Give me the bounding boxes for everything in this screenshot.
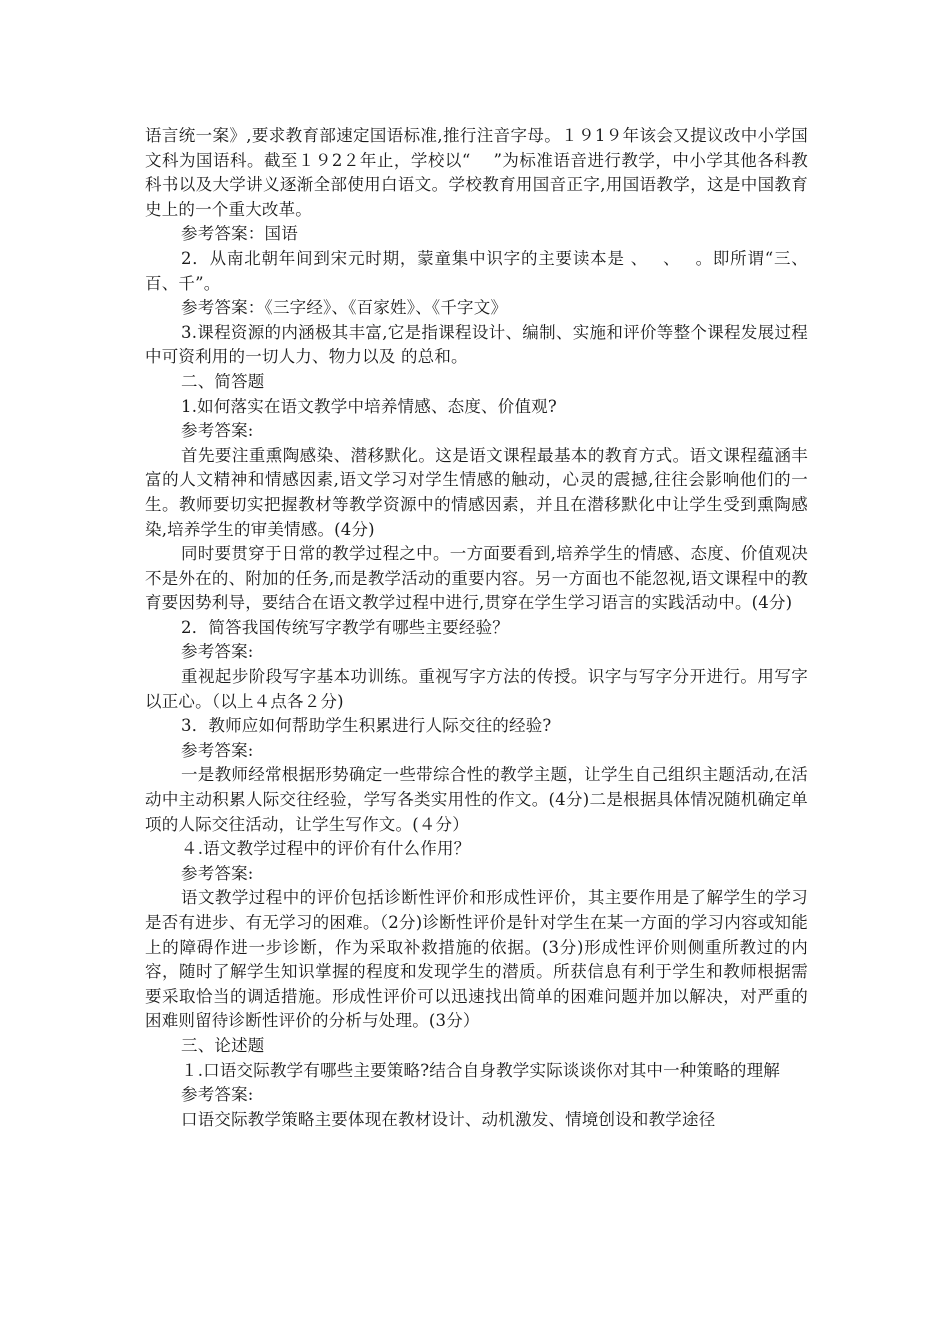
answer-1: 参考答案：国语 [181, 224, 298, 244]
answer-body-1a: 首先要注重熏陶感染、潜移默化。这是语文课程最基本的教育方式。语文课程蕴涵丰富的人文精神和情感因素,语文学习对学生情感的触动，心灵的震撼,往往会影响他们的一生。教师要切实把握教材等教学资源中的情感因素，并且在潜移默化中让学生受到熏陶感染,培养学生的审美情感。(4分) [145, 445, 808, 539]
short-question-2: 2．简答我国传统写字教学有哪些主要经验？ [181, 617, 509, 637]
document-page [145, 124, 808, 1132]
answer-2: 参考答案：《三字经》、《百家姓》、《千字文》 [181, 298, 508, 318]
answer-body-essay-1: 口语交际教学策略主要体现在教材设计、动机激发、情境创设和教学途径 [181, 1109, 716, 1129]
section-heading-essay: 三、论述题 [181, 1035, 265, 1055]
answer-body-3: 一是教师经常根据形势确定一些带综合性的教学主题，让学生自己组织主题活动,在活动中主动积累人际交往经验，学写各类实用性的作文。(4分)二是根据具体情况随机确定单项的人际交往活动，让学生写作文。(４分） [145, 765, 808, 834]
essay-question-1: １.口语交际教学有哪些主要策略?结合自身教学实际谈谈你对其中一种策略的理解 [181, 1060, 780, 1080]
answer-body-4: 语文教学过程中的评价包括诊断性评价和形成性评价，其主要作用是了解学生的学习是否有进步、有无学习的困难。（2分)诊断性评价是针对学生在某一方面的学习内容或知能上的障碍作进一步诊断，作为采取补救措施的依据。(3分)形成性评价则侧重所教过的内容，随时了解学生知识掌握的程度和发现学生的潜质。所获信息有利于学生和教师根据需要采取恰当的调适措施。形成性评价可以迅速找出简单的困难问题并加以解决，对严重的困难则留待诊断性评价的分析与处理。(3分） [145, 888, 808, 1031]
short-question-4: ４.语文教学过程中的评价有什么作用？ [181, 839, 471, 859]
short-question-3: 3．教师应如何帮助学生积累进行人际交往的经验? [181, 716, 552, 736]
question-fill-2: 2．从南北朝年间到宋元时期，蒙童集中识字的主要读本是 、 、 。即所谓“三、百、千”。 [145, 248, 808, 293]
section-heading-short-answer: 二、简答题 [181, 371, 265, 391]
answer-label-1: 参考答案: [181, 421, 254, 441]
answer-body-2: 重视起步阶段写字基本功训练。重视写字方法的传授。识字与写字分开进行。用写字以正心。（以上４点各２分) [145, 667, 808, 711]
paragraph-intro-continued: 语言统一案》,要求教育部速定国语标准,推行注音字母。１９1９年该会又提议改中小学国文科为国语科。截至１９2２年止，学校以“ ”为标准语音进行教学，中小学其他各科教科书以及大学讲义逐渐全部使用白语文。学校教育用国音正字,用国语教学，这是中国教育史上的一个重大改革。 [145, 126, 808, 219]
answer-label-3: 参考答案: [181, 740, 254, 760]
question-fill-3: 3.课程资源的内涵极其丰富,它是指课程设计、编制、实施和评价等整个课程发展过程中可资利用的一切人力、物力以及 的总和。 [145, 322, 808, 367]
answer-body-1b: 同时要贯穿于日常的教学过程之中。一方面要看到,培养学生的情感、态度、价值观决不是外在的、附加的任务,而是教学活动的重要内容。另一方面也不能忽视,语文课程中的教育要因势利导，要结合在语文教学过程中进行,贯穿在学生学习语言的实践活动中。(4分) [145, 544, 808, 613]
answer-label-2: 参考答案: [181, 642, 254, 662]
short-question-1: 1.如何落实在语文教学中培养情感、态度、价值观? [181, 396, 557, 416]
answer-label-essay-1: 参考答案: [181, 1085, 254, 1105]
answer-label-4: 参考答案: [181, 863, 254, 883]
